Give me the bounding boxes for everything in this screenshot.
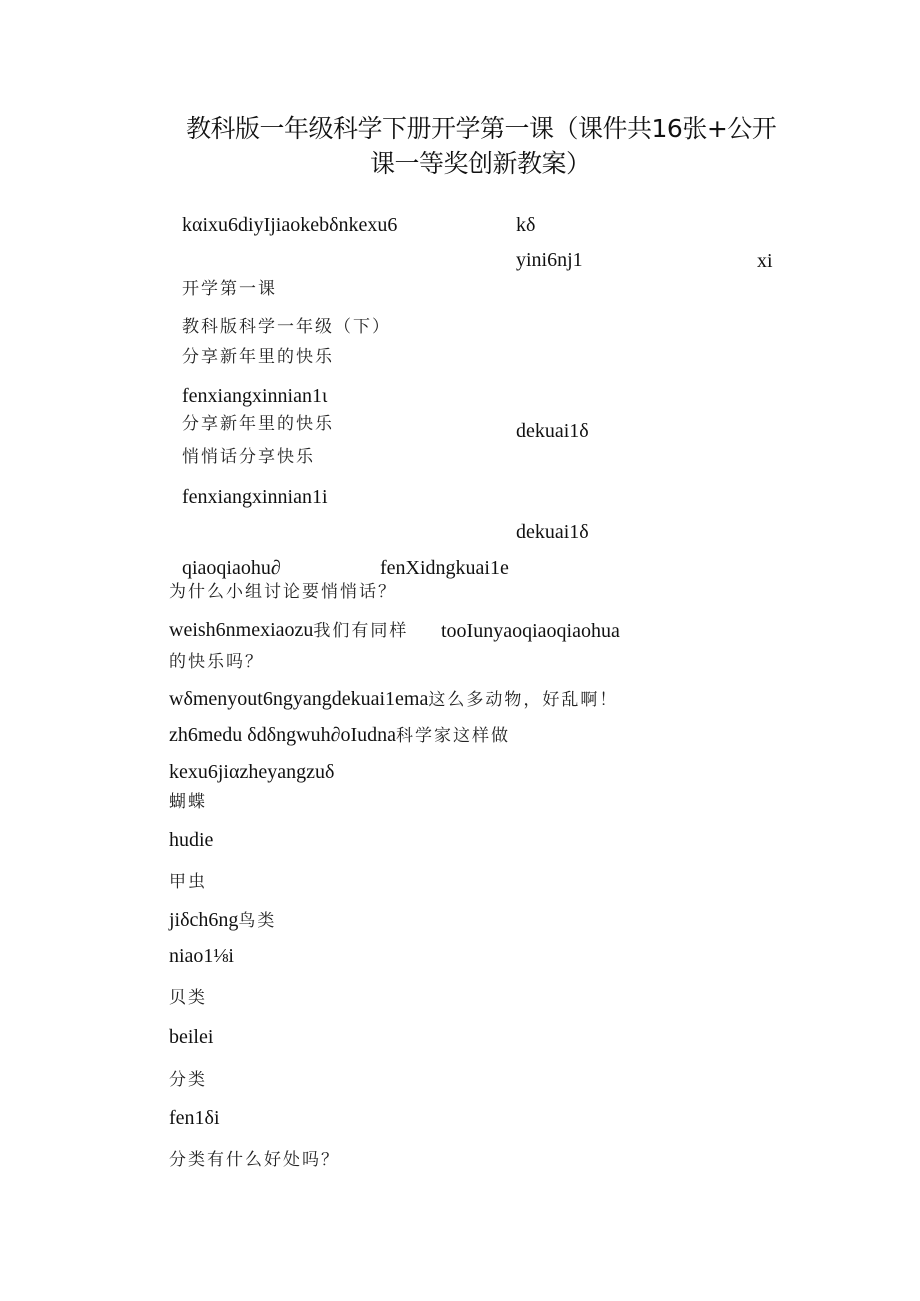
chinese-line: 贝类 (169, 988, 207, 1008)
pinyin-line: fenxiangxinnian1i (182, 486, 328, 508)
mixed-line (169, 910, 276, 930)
pinyin-segment: jiδch6ng (169, 909, 239, 931)
chinese-line: 开学第一课 (182, 279, 277, 299)
chinese-line: 的快乐吗？ (169, 652, 264, 672)
pinyin-segment: zh6medu δdδngwuh∂oIudna (169, 724, 397, 746)
pinyin-line: dekuai1δ (516, 521, 589, 543)
chinese-line: 悄悄话分享快乐 (182, 447, 315, 467)
pinyin-line: fenXidngkuai1e (380, 557, 509, 579)
pinyin-line: dekuai1δ (516, 420, 589, 442)
chinese-line: 甲虫 (169, 872, 207, 892)
chinese-segment: 科学家这样做 (396, 726, 511, 746)
chinese-line: 为什么小组讨论要悄悄话？ (169, 582, 397, 602)
pinyin-segment: weish6nmexiaozu (169, 619, 314, 641)
pinyin-line: yini6nj1 (516, 249, 583, 271)
pinyin-line: kδ (516, 214, 536, 236)
chinese-line: 分享新年里的快乐 (182, 414, 334, 434)
pinyin-line: beilei (169, 1026, 214, 1048)
document-title-line-1: 教科版一年级科学下册开学第一课（课件共16张+公开 (186, 114, 777, 143)
chinese-line: 教科版科学一年级（下） (182, 317, 391, 337)
pinyin-line: qiaoqiaohu∂ (182, 557, 281, 579)
mixed-line (169, 725, 510, 745)
mixed-line (169, 689, 618, 709)
chinese-line: 分类有什么好处吗？ (169, 1150, 340, 1170)
document-title-line-2: 课一等奖创新教案） (370, 149, 591, 178)
pinyin-segment: wδmenyout6ngyangdekuai1ema (169, 688, 429, 710)
pinyin-line: fenxiangxinnian1ι (182, 385, 328, 407)
chinese-segment: 这么多动物，好乱啊！ (428, 690, 619, 710)
chinese-segment: 我们有同样 (313, 621, 409, 641)
chinese-segment: 鸟类 (238, 911, 277, 931)
pinyin-line: hudie (169, 829, 214, 851)
pinyin-line: kαixu6diyIjiaokebδnkexu6 (182, 214, 398, 236)
pinyin-line: niao1⅛i (169, 945, 234, 967)
mixed-line (169, 620, 408, 640)
pinyin-line: kexu6jiαzheyangzuδ (169, 761, 335, 783)
pinyin-line: fen1δi (169, 1107, 220, 1129)
chinese-line: 分享新年里的快乐 (182, 347, 334, 367)
pinyin-line: tooIunyaoqiaoqiaohua (441, 620, 620, 642)
chinese-line: 蝴蝶 (169, 792, 207, 812)
chinese-line: 分类 (169, 1070, 207, 1090)
pinyin-line: xi (757, 250, 773, 272)
